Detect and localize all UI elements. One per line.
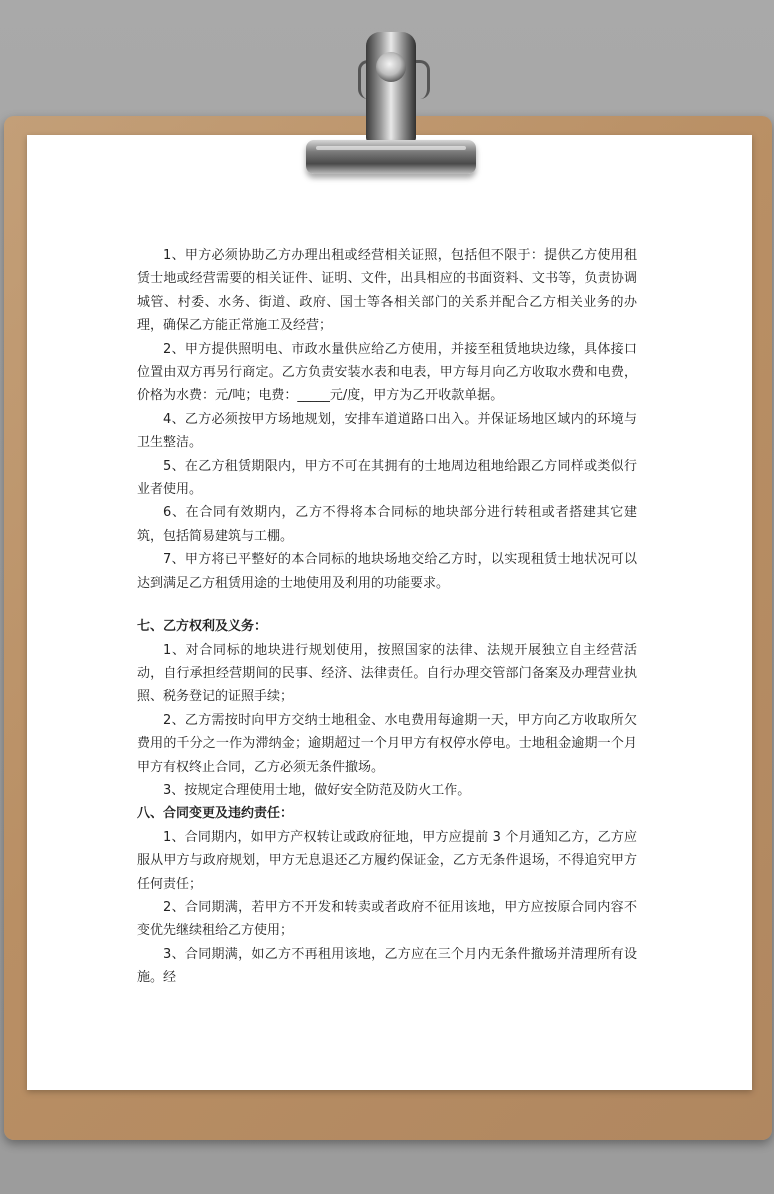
clip-highlight	[316, 146, 466, 150]
section-7-clause-1: 1、对合同标的地块进行规划使用，按照国家的法律、法规开展独立自主经营活动，自行承担经营期间的民事、经济、法律责任。自行办理交管部门备案及办理营业执照、税务登记的证照手续；	[137, 642, 637, 705]
binder-clip-icon	[366, 32, 416, 142]
clause-7: 7、甲方将已平整好的本合同标的地块场地交给乙方时，以实现租赁士地状况可以达到满足乙方租赁用途的士地使用及利用的功能要求。	[137, 552, 637, 591]
section-8-clause-2: 2、合同期满，若甲方不开发和转卖或者政府不征用该地，甲方应按原合同内容不变优先继续租给乙方使用；	[137, 899, 637, 939]
clip-rivet-icon	[376, 52, 406, 82]
clause-6: 6、在合同有效期内，乙方不得将本合同标的地块部分进行转租或者搭建其它建筑，包括简易建筑与工棚。	[137, 505, 637, 544]
section-8-heading: 八、合同变更及违约责任：	[137, 806, 294, 822]
clause-4: 4、乙方必须按甲方场地规划，安排车道道路口出入。并保证场地区域内的环境与卫生整洁。	[137, 411, 637, 451]
clause-5: 5、在乙方租赁期限内，甲方不可在其拥有的士地周边租地给跟乙方同样或类似行业者使用。	[137, 458, 637, 498]
clause-2: 2、甲方提供照明电、市政水量供应给乙方使用，并接至租赁地块边缘，具体接口位置由双方再另行商定。乙方负责安装水表和电表，甲方每月向乙方收取水费和电费，价格为水费：元/吨；电费：_____元/度，甲方为乙开收款单据。	[137, 341, 637, 404]
section-7-heading: 七、乙方权利及义务：	[137, 619, 268, 635]
document-body	[137, 244, 637, 990]
clause-1: 1、甲方必须协助乙方办理出租或经营相关证照，包括但不限于：提供乙方使用租赁士地或经营需要的相关证件、证明、文件，出具相应的书面资料、文书等，负责协调城管、村委、水务、街道、政府、国士等各相关部门的关系并配合乙方相关业务的办理，确保乙方能正常施工及经营；	[137, 248, 637, 334]
section-8-clause-3: 3、合同期满，如乙方不再租用该地，乙方应在三个月内无条件撤场并清理所有设施。经	[137, 946, 637, 986]
section-7-clause-3: 3、按规定合理使用士地，做好安全防范及防火工作。	[163, 782, 471, 798]
section-7-clause-2: 2、乙方需按时向甲方交纳士地租金、水电费用每逾期一天，甲方向乙方收取所欠费用的千分之一作为滞纳金；逾期超过一个月甲方有权停水停电。士地租金逾期一个月甲方有权终止合同，乙方必须无条件撤场。	[137, 712, 637, 775]
section-8-clause-1: 1、合同期内，如甲方产权转让或政府征地，甲方应提前 3 个月通知乙方，乙方应服从甲方与政府规划，甲方无息退还乙方履约保证金，乙方无条件退场，不得追究甲方任何责任；	[137, 829, 637, 892]
